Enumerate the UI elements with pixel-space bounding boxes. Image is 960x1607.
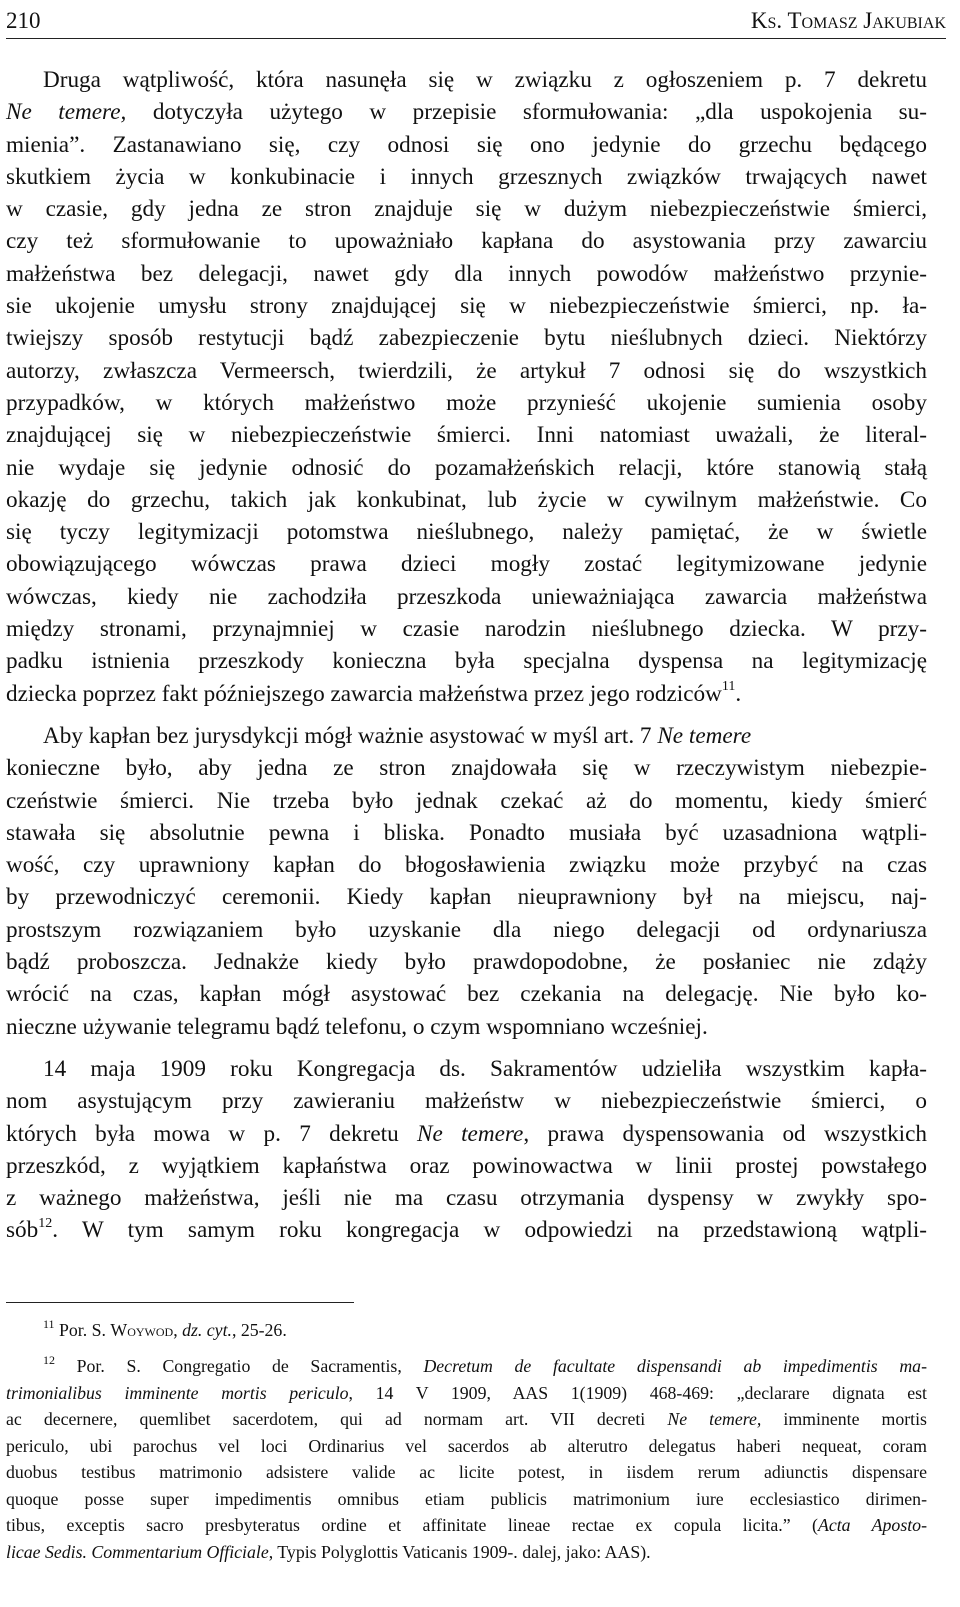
text-line: wówczas, kiedy nie zachodziła przeszkoda unieważniająca zawarcia małżeństwa: [6, 583, 927, 610]
text-line: sób$^{12}$. W tym samym roku kongregacja w odpowiedzi na przedstawioną wątpli-: [6, 1215, 927, 1244]
text-line: padku istnienia przeszkody konieczna była specjalna dyspensa na legitymizację: [6, 648, 927, 675]
text-line: by przewodniczyć ceremonii. Kiedy kapłan nieuprawniony był na miejscu, naj-: [6, 884, 927, 911]
text-line: wość, czy uprawniony kapłan do błogosławienia związku może przybyć na czas: [6, 852, 927, 879]
text-line: których była mowa w p. 7 dekretu Ne temere, prawa dyspensowania od wszystkich: [6, 1120, 928, 1147]
text-line: z ważnego małżeństwa, jeśli nie ma czasu otrzymania dyspensy w zwykły spo-: [6, 1185, 927, 1212]
footnote-ref[interactable]: 12: [38, 1215, 53, 1231]
text-line: prostszym rozwiązaniem było uzyskanie dla niego delegacji od ordynariusza: [6, 916, 927, 943]
footnote-ref[interactable]: 11: [721, 678, 736, 694]
text-line: wrócić na czas, kapłan mógł asystować bez czekania na delegację. Nie było ko-: [6, 981, 927, 1008]
text-line: konieczne było, aby jedna ze stron znajdowała się w rzeczywistym niebezpie-: [6, 755, 927, 782]
footnote-12: $^{12}$ Por. S. Congregatio de Sacramentis, Decretum de facultate dispensandi ab impedimentis ma- trimonialibus imminente mortis periculo, 14 V 1909, AAS 1(1909) 468-469: „declarare dignata est ac decernere, quemlibet sacerdotem, qui ad normam art. VII decreti Ne temere, imminente mortis periculo, ubi parochus vel loci Ordinarius vel sacerdos ab alterutro delegatus haberi nequeat, coram duobus testibus matrimonio adsistere valide ac licite potest, in iisdem rerum adiunctis dispensare quoque posse super impedimentis omnibus etiam publicis matrimonium iure ecclesiastico dirimen- tibus, exceptis sacro presbyteratus ordine et affinitate lineae rectae ex copula licita.” (Acta Aposto- licae Sedis. Commentarium Officiale, Typis Polyglottis Vaticanis 1909-. dalej, jako: AAS).: [6, 1353, 927, 1562]
text-line: małżeństwa bez delegacji, nawet gdy dla innych powodów małżeństwo przynie-: [6, 260, 927, 287]
text-line: Aby kapłan bez jurysdykcji mógł ważnie asystować w myśl art. 7 Ne temere: [43, 722, 752, 749]
text-line: przypadków, w których małżeństwo może przynieść ukojenie sumienia osoby: [6, 389, 927, 416]
paragraph: [6, 1053, 927, 1247]
text-line: w czasie, gdy jedna ze stron znajduje się w dużym niebezpieczeństwie śmierci,: [6, 196, 927, 223]
text-line: twiejszy sposób restytucji bądź zabezpieczenie bytu nieślubnych dzieci. Niektórzy: [6, 325, 927, 352]
text-line: mienia”. Zastanawiano się, czy odnosi się ono jedynie do grzechu będącego: [6, 131, 927, 158]
paragraph: [6, 64, 927, 710]
text-line: między stronami, przynajmniej w czasie narodzin nieślubnego dziecka. W przy-: [6, 616, 927, 643]
text-line: znajdującej się w niebezpieczeństwie śmierci. Inni natomiast uważali, że literal-: [6, 422, 927, 449]
text-line: skutkiem życia w konkubinacie i innych grzesznych związków trwających nawet: [6, 163, 927, 190]
text-line: bądź proboszcza. Jednakże kiedy było prawdopodobne, że posłaniec nie zdąży: [6, 949, 927, 976]
page-body: [6, 64, 927, 1565]
text-line: czy też sformułowanie to upoważniało kapłana do asystowania przy zawarciu: [6, 228, 927, 255]
text-line: obowiązującego wówczas prawa dzieci mogły zostać legitymizowane jedynie: [6, 551, 927, 578]
footnote-11: $^{11}$ Por. S. Woywod, dz. cyt., 25-26.: [43, 1316, 287, 1340]
text-line: Druga wątpliwość, która nasunęła się w związku z ogłoszeniem p. 7 dekretu: [43, 67, 927, 93]
text-line: dziecka poprzez fakt późniejszego zawarcia małżeństwa przez jego rodziców$^{11}$.: [6, 678, 742, 707]
paragraph: [6, 720, 927, 1043]
running-author: Ks. Tomasz Jakubiak: [750, 8, 946, 33]
text-line: sie ukojenie umysłu strony znajdującej się w niebezpieczeństwie śmierci, np. ła-: [6, 293, 927, 320]
text-line: się tyczy legitymizacji potomstwa nieślubnego, należy pamiętać, że w świetle: [6, 519, 927, 546]
footnotes: [6, 1317, 927, 1566]
page-number: 210: [6, 8, 41, 33]
text-line: nie wydaje się jedynie odnosić do pozamałżeńskich relacji, które stanowią stałą: [6, 454, 927, 481]
text-line: przeszkód, z wyjątkiem kapłaństwa oraz powinowactwa w linii prostej powstałego: [6, 1152, 927, 1179]
text-line: stawała się absolutnie pewna i bliska. Ponadto musiała być uzasadniona wątpli-: [6, 819, 927, 846]
text-line: nieczne używanie telegramu bądź telefonu, o czym wspomniano wcześniej.: [6, 1013, 708, 1040]
text-line: Ne temere, dotyczyła użytego w przepisie sformułowania: „dla uspokojenia su-: [6, 99, 927, 126]
text-line: autorzy, zwłaszcza Vermeersch, twierdzili, że artykuł 7 odnosi się do wszystkich: [6, 357, 927, 384]
text-line: czeństwie śmierci. Nie trzeba było jednak czekać aż do momentu, kiedy śmierć: [6, 787, 927, 814]
text-line: nom asystującym przy zawieraniu małżeństw w niebezpieczeństwie śmierci, o: [6, 1088, 927, 1115]
text-line: 14 maja 1909 roku Kongregacja ds. Sakramentów udzieliła wszystkim kapła-: [43, 1055, 927, 1082]
running-header: [6, 0, 946, 39]
text-line: okazję do grzechu, takich jak konkubinat, lub życie w cywilnym małżeństwie. Co: [6, 486, 927, 513]
